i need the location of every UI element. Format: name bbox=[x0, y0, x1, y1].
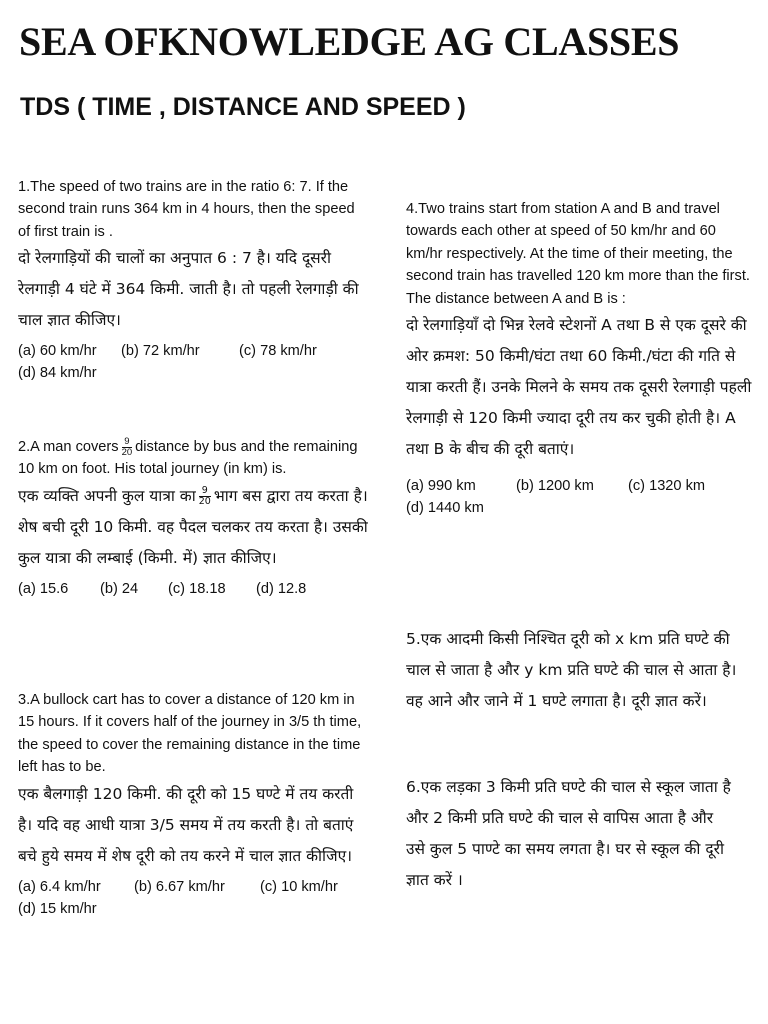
option-d: (d) 12.8 bbox=[256, 580, 307, 597]
option-d: (d) 84 km/hr bbox=[18, 365, 97, 382]
question-3 bbox=[18, 689, 363, 920]
option-c: (c) 10 km/hr bbox=[260, 878, 338, 895]
option-b: (b) 1200 km bbox=[516, 478, 594, 495]
question-4-options bbox=[406, 475, 752, 519]
question-1-hindi: दो रेलगाड़ियों की चालों का अनुपात 6 : 7 है। यदि दूसरी रेलगाड़ी 4 घंटे में 364 किमी. जाती है। तो पहली रेलगाड़ी की चाल ज्ञात कीजिए। bbox=[18, 249, 359, 330]
question-6 bbox=[406, 772, 736, 896]
option-b: (b) 24 bbox=[100, 580, 139, 597]
question-2-hindi bbox=[18, 481, 370, 574]
question-3-hindi: एक बैलगाड़ी 120 किमी. की दूरी को 15 घण्टे में तय करती है। यदि वह आधी यात्रा 3/5 समय में तय करती है। तो बताएं बचे हुये समय में शेष दूरी को तय करने में चाल ज्ञात कीजिए। bbox=[18, 784, 354, 865]
option-b: (b) 72 km/hr bbox=[121, 343, 200, 360]
question-2-english bbox=[18, 436, 370, 481]
fraction-numerator: 9 bbox=[122, 437, 133, 448]
option-a: (a) 990 km bbox=[406, 478, 476, 495]
question-2-options bbox=[18, 578, 370, 600]
question-5-hindi: 5.एक आदमी किसी निश्चित दूरी को x km प्रति घण्टे की चाल से जाता है और y km प्रति घण्टे की चाल से आता है। वह आने और जाने में 1 घण्टे लगाता है। दूरी ज्ञात करें। bbox=[406, 630, 737, 710]
question-2-hindi-start: एक व्यक्ति अपनी कुल यात्रा का bbox=[18, 486, 196, 505]
question-1 bbox=[18, 176, 368, 384]
question-2-english-start: 2.A man covers bbox=[18, 439, 119, 455]
option-c: (c) 18.18 bbox=[168, 580, 226, 597]
question-4-english: 4.Two trains start from station A and B and travel towards each other at speed of 50 km/hr and 60 km/hr respectively. At the time of their meeting, the second train has travelled 120 km more than the first. The distance between A and B is : bbox=[406, 201, 750, 307]
option-d: (d) 15 km/hr bbox=[18, 900, 97, 917]
option-d: (d) 1440 km bbox=[406, 500, 484, 517]
page-subtitle: TDS ( TIME , DISTANCE AND SPEED ) bbox=[20, 93, 466, 121]
option-a: (a) 15.6 bbox=[18, 580, 69, 597]
option-c: (c) 1320 km bbox=[628, 478, 706, 495]
question-1-options bbox=[18, 340, 368, 384]
page-title: SEA OFKNOWLEDGE AG CLASSES bbox=[19, 19, 680, 64]
question-3-options bbox=[18, 876, 363, 920]
fraction-denominator: 20 bbox=[198, 495, 211, 507]
fraction-numerator: 9 bbox=[199, 486, 211, 497]
fraction bbox=[199, 486, 211, 507]
question-4-hindi: दो रेलगाड़ियाँ दो भिन्न रेलवे स्टेशनों A तथा B से एक दूसरे की ओर क्रमश: 50 किमी/घंटा तथा 60 किमी./घंटा की गति से यात्रा करती हैं। उनके मिलने के समय तक दूसरी रेलगाड़ी पहली रेलगाड़ी से 120 किमी ज्यादा दूरी तय कर चुकी होती है। A तथा B के बीच की दूरी बताएं। bbox=[406, 316, 752, 459]
question-2 bbox=[18, 436, 370, 600]
fraction bbox=[122, 437, 133, 458]
question-3-english: 3.A bullock cart has to cover a distance of 120 km in 15 hours. If it covers half of the journey in 3/5 th time, the speed to cover the remaining distance in the time left has to be. bbox=[18, 692, 362, 776]
question-5 bbox=[406, 624, 750, 717]
question-2-hindi-end: भाग बस द्वारा तय करता है। शेष बची दूरी 10 किमी. वह पैदल चलकर तय करता है। उसकी कुल यात्रा की लम्बाई (किमी. में) ज्ञात कीजिए। bbox=[18, 486, 368, 567]
option-a: (a) 6.4 km/hr bbox=[18, 878, 101, 895]
option-b: (b) 6.67 km/hr bbox=[134, 878, 225, 895]
question-4 bbox=[406, 198, 752, 519]
option-c: (c) 78 km/hr bbox=[239, 343, 317, 360]
fraction-denominator: 20 bbox=[121, 446, 133, 458]
question-2-english-end: distance by bus and the remaining 10 km on foot. His total journey (in km) is. bbox=[18, 439, 358, 478]
option-a: (a) 60 km/hr bbox=[18, 343, 97, 360]
question-6-hindi: 6.एक लड़का 3 किमी प्रति घण्टे की चाल से स्कूल जाता है और 2 किमी प्रति घण्टे की चाल से वापिस आता है और उसे कुल 5 पाण्टे का समय लगता है। घर से स्कूल की दूरी ज्ञात करें । bbox=[406, 778, 731, 889]
question-1-english: 1.The speed of two trains are in the ratio 6: 7. If the second train runs 364 km in 4 hours, then the speed of first train is . bbox=[18, 179, 355, 240]
